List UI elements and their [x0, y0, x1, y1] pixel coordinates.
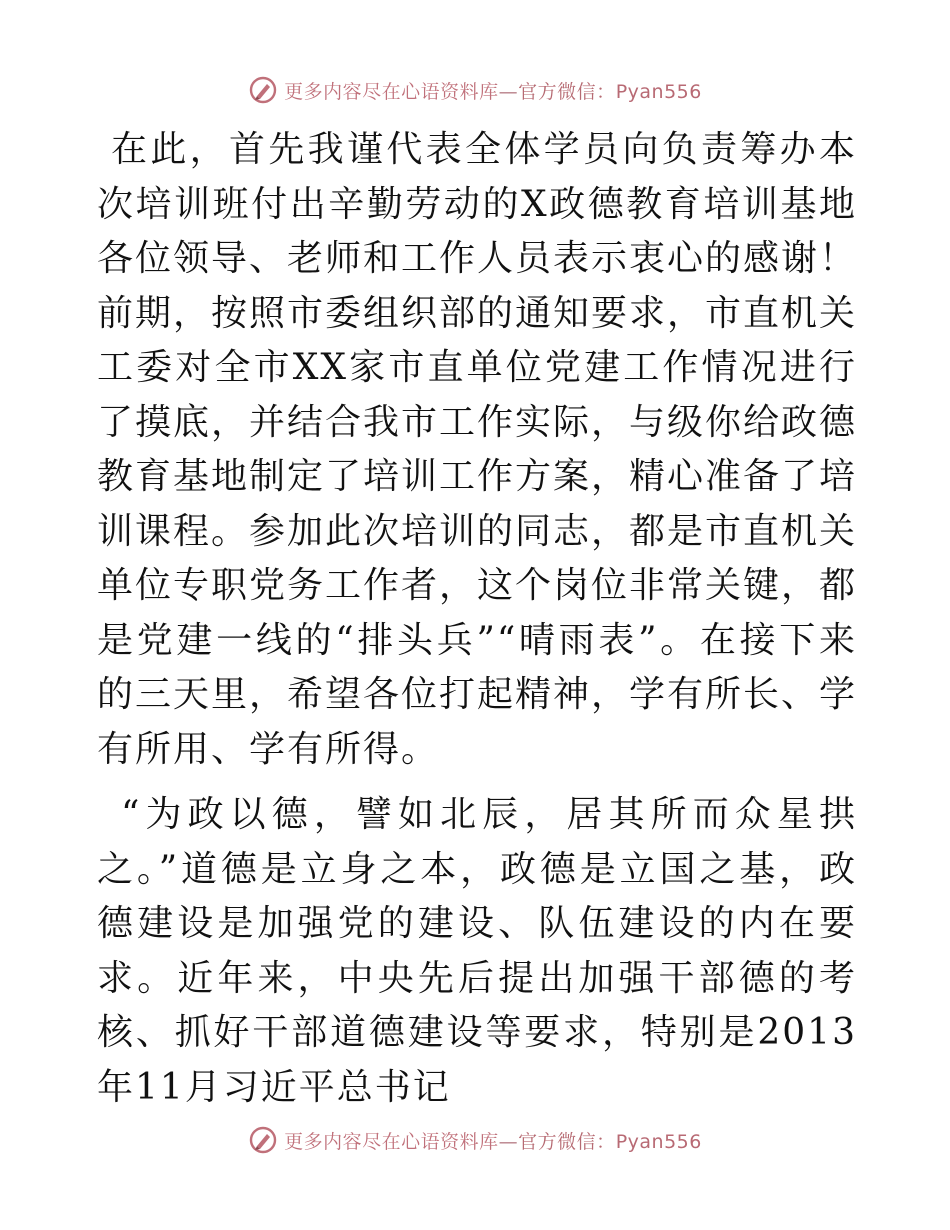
watermark-wechat-label: 官方微信：: [518, 1130, 616, 1153]
watermark-wechat-label: 官方微信：: [518, 80, 616, 103]
watermark-brand: 更多内容尽在心语资料库: [284, 80, 499, 103]
document-body: [97, 123, 857, 1115]
watermark-wechat-id: Pyan556: [615, 80, 702, 103]
watermark-separator: —: [498, 80, 519, 103]
watermark-separator: —: [498, 1130, 519, 1153]
paragraph-1: 在此，首先我谨代表全体学员向负责筹办本次培训班付出辛勤劳动的X政德教育培训基地各位领导、老师和工作人员表示衷心的感谢！前期，按照市委组织部的通知要求，市直机关工委对全市XX家市直单位党建工作情况进行了摸底，并结合我市工作实际，与级你给政德教育基地制定了培训工作方案，精心准备了培训课程。参加此次培训的同志，都是市直机关单位专职党务工作者，这个岗位非常关键，都是党建一线的“排头兵”“晴雨表”。在接下来的三天里，希望各位打起精神，学有所长、学有所用、学有所得。: [97, 129, 858, 770]
watermark-wechat-id: Pyan556: [615, 1130, 702, 1153]
watermark-brand: 更多内容尽在心语资料库: [284, 1130, 499, 1153]
pen-logo-icon: [248, 1125, 278, 1155]
paragraph-2: “为政以德，譬如北辰，居其所而众星拱之。”道德是立身之本，政德是立国之基，政德建设是加强党的建设、队伍建设的内在要求。近年来，中央先后提出加强干部德的考核、抓好干部道德建设等要求，特别是2013年11月习近平总书记: [97, 794, 857, 1108]
header-watermark: [0, 70, 950, 110]
pen-logo-icon: [248, 75, 278, 105]
footer-watermark: [0, 1120, 950, 1160]
